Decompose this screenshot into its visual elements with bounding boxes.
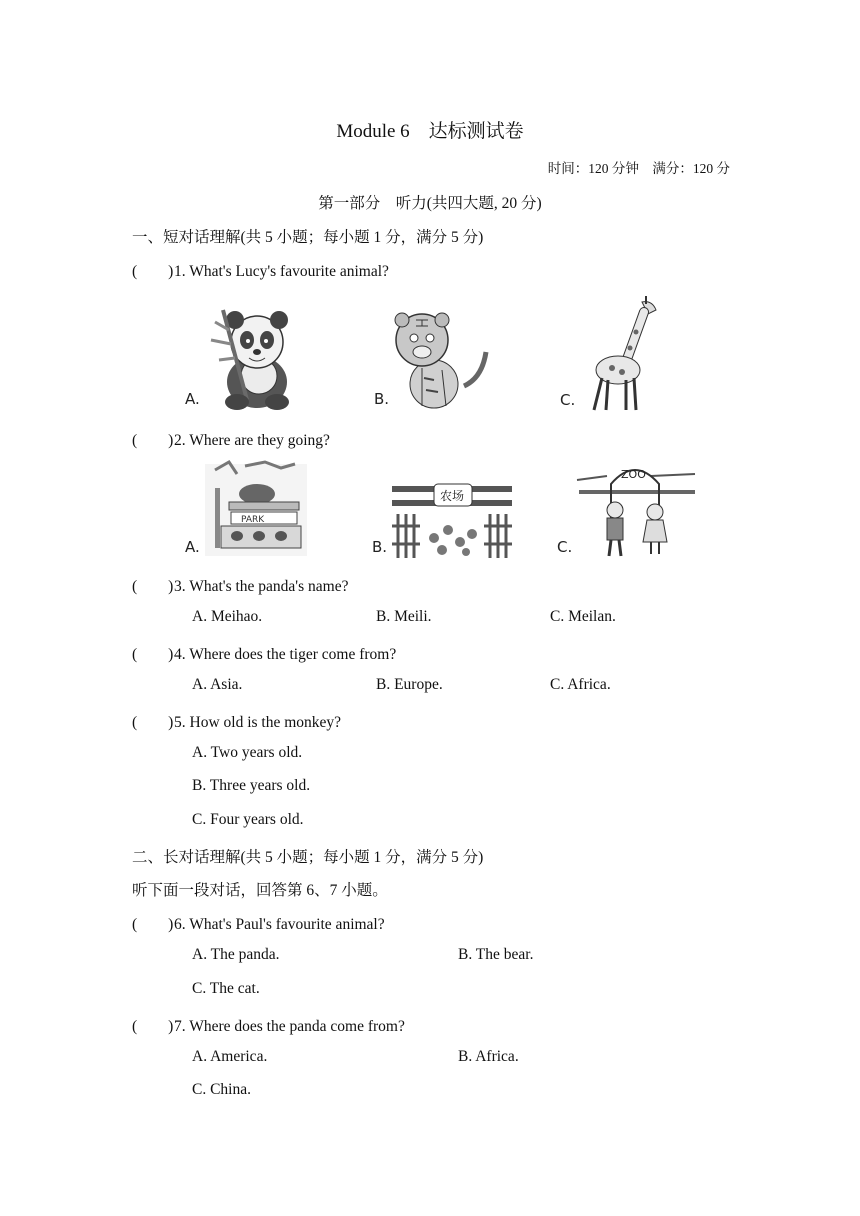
q3-option-a[interactable]: A. Meihao. xyxy=(192,608,263,625)
answer-blank[interactable]: ( ) xyxy=(132,578,174,595)
q7-option-b[interactable]: B. Africa. xyxy=(458,1048,519,1065)
option-label: C. xyxy=(560,391,576,409)
exam-time-score: 时间：120 分钟 满分：120 分 xyxy=(547,161,730,176)
section-1-heading: 一、短对话理解(共 5 小题；每小题 1 分，满分 5 分) xyxy=(132,229,484,246)
answer-blank[interactable]: ( ) xyxy=(132,263,174,280)
question-text: 3. What's the panda's name? xyxy=(174,578,349,595)
question-text: 5. How old is the monkey? xyxy=(174,714,342,731)
q7-option-a[interactable]: A. America. xyxy=(192,1048,268,1065)
question-7 xyxy=(132,1014,405,1036)
page-title: Module 6 达标测试卷 xyxy=(336,121,524,142)
question-1 xyxy=(132,259,389,281)
option-b-farm-image[interactable] xyxy=(372,478,514,560)
q7-option-c[interactable]: C. China. xyxy=(192,1081,251,1098)
farm-sign-text: 农场 xyxy=(440,489,465,503)
option-b-tiger-image[interactable] xyxy=(372,308,497,412)
option-a-park-image[interactable] xyxy=(185,460,310,560)
question-text: 2. Where are they going? xyxy=(174,432,330,449)
question-text: 6. What's Paul's favourite animal? xyxy=(174,916,385,933)
q4-option-b[interactable]: B. Europe. xyxy=(376,676,443,693)
question-text: 4. Where does the tiger come from? xyxy=(174,646,397,663)
section-2-instructions: 听下面一段对话，回答第 6、7 小题。 xyxy=(132,882,388,899)
q3-option-c[interactable]: C. Meilan. xyxy=(550,608,616,625)
q4-option-c[interactable]: C. Africa. xyxy=(550,676,611,693)
option-c-giraffe-image[interactable] xyxy=(560,290,665,412)
option-label: C. xyxy=(557,538,573,556)
answer-blank[interactable]: ( ) xyxy=(132,432,174,449)
q6-option-c[interactable]: C. The cat. xyxy=(192,980,260,997)
answer-blank[interactable]: ( ) xyxy=(132,1018,174,1035)
option-label: B. xyxy=(372,538,388,556)
q4-option-a[interactable]: A. Asia. xyxy=(192,676,243,693)
q3-option-b[interactable]: B. Meili. xyxy=(376,608,432,625)
section-2-heading: 二、长对话理解(共 5 小题；每小题 1 分，满分 5 分) xyxy=(132,849,484,866)
question-2 xyxy=(132,428,330,450)
q6-option-b[interactable]: B. The bear. xyxy=(458,946,534,963)
question-5 xyxy=(132,710,341,732)
answer-blank[interactable]: ( ) xyxy=(132,646,174,663)
answer-blank[interactable]: ( ) xyxy=(132,916,174,933)
q6-option-a[interactable]: A. The panda. xyxy=(192,946,280,963)
option-label: A. xyxy=(185,538,200,556)
option-c-zoo-image[interactable] xyxy=(555,462,700,560)
q5-option-c[interactable]: C. Four years old. xyxy=(192,811,304,828)
question-text: 1. What's Lucy's favourite animal? xyxy=(174,263,389,280)
q5-option-b[interactable]: B. Three years old. xyxy=(192,777,311,794)
question-6 xyxy=(132,912,385,934)
q5-option-a[interactable]: A. Two years old. xyxy=(192,744,303,761)
question-3 xyxy=(132,574,348,596)
park-sign-text: PARK xyxy=(241,515,265,525)
option-label: A. xyxy=(185,390,200,408)
option-label: B. xyxy=(374,390,390,408)
zoo-sign-text: ZOO xyxy=(621,468,646,481)
question-text: 7. Where does the panda come from? xyxy=(174,1018,405,1035)
part-heading: 第一部分 听力(共四大题, 20 分) xyxy=(318,195,542,212)
answer-blank[interactable]: ( ) xyxy=(132,714,174,731)
option-a-panda-image[interactable] xyxy=(185,300,325,412)
question-4 xyxy=(132,642,396,664)
